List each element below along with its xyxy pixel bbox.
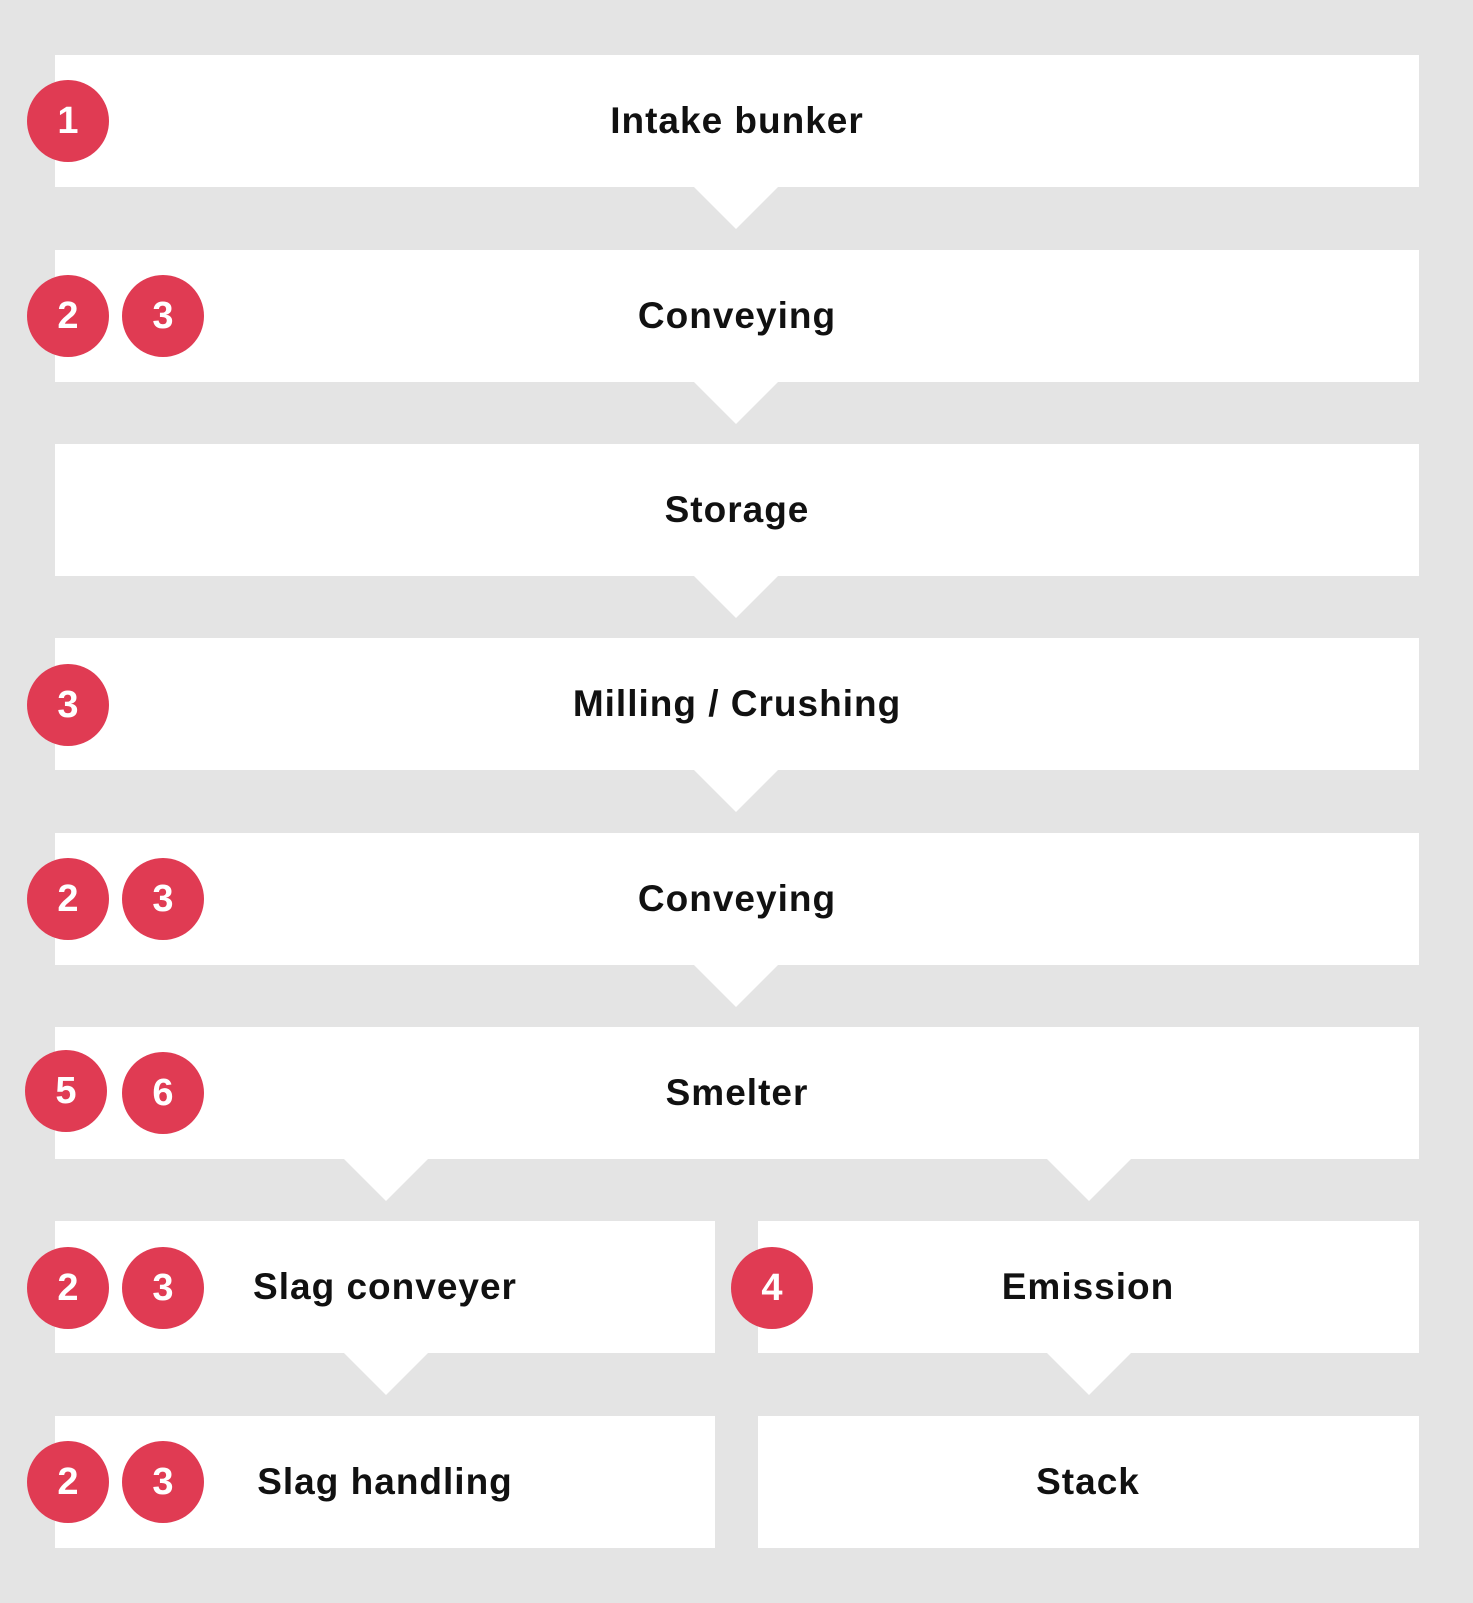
flow-arrow (344, 1353, 428, 1395)
box-conveying-1 (55, 250, 1419, 382)
badge: 3 (122, 1441, 204, 1523)
badge: 3 (122, 858, 204, 940)
box-label: Conveying (637, 878, 837, 919)
flow-arrow (694, 576, 778, 618)
badge: 3 (122, 1247, 204, 1329)
box-label: Slag handling (257, 1461, 513, 1502)
box-emission (758, 1221, 1419, 1353)
box-label: Slag conveyer (253, 1266, 517, 1307)
box-smelter (55, 1027, 1419, 1159)
flow-arrow (694, 965, 778, 1007)
badge: 6 (122, 1052, 204, 1134)
badge: 2 (27, 275, 109, 357)
box-label: Stack (1036, 1461, 1140, 1502)
badge: 3 (27, 664, 109, 746)
badge: 1 (27, 80, 109, 162)
badge: 2 (27, 1247, 109, 1329)
flow-arrow (694, 382, 778, 424)
box-conveying-2 (55, 833, 1419, 965)
badge: 5 (25, 1050, 107, 1132)
box-stack (758, 1416, 1419, 1548)
badge: 2 (27, 858, 109, 940)
flow-arrow (1047, 1159, 1131, 1201)
box-label: Smelter (665, 1072, 809, 1113)
flow-arrow (1047, 1353, 1131, 1395)
box-storage (55, 444, 1419, 576)
box-label: Emission (1001, 1266, 1175, 1307)
badge: 2 (27, 1441, 109, 1523)
box-label: Conveying (637, 295, 837, 336)
flow-arrow (694, 770, 778, 812)
box-label: Intake bunker (610, 100, 864, 141)
box-intake-bunker (55, 55, 1419, 187)
badge: 3 (122, 275, 204, 357)
badge: 4 (731, 1247, 813, 1329)
flow-arrow (344, 1159, 428, 1201)
box-label: Milling / Crushing (572, 683, 902, 724)
flow-arrow (694, 187, 778, 229)
box-milling-crushing (55, 638, 1419, 770)
box-label: Storage (664, 489, 810, 530)
